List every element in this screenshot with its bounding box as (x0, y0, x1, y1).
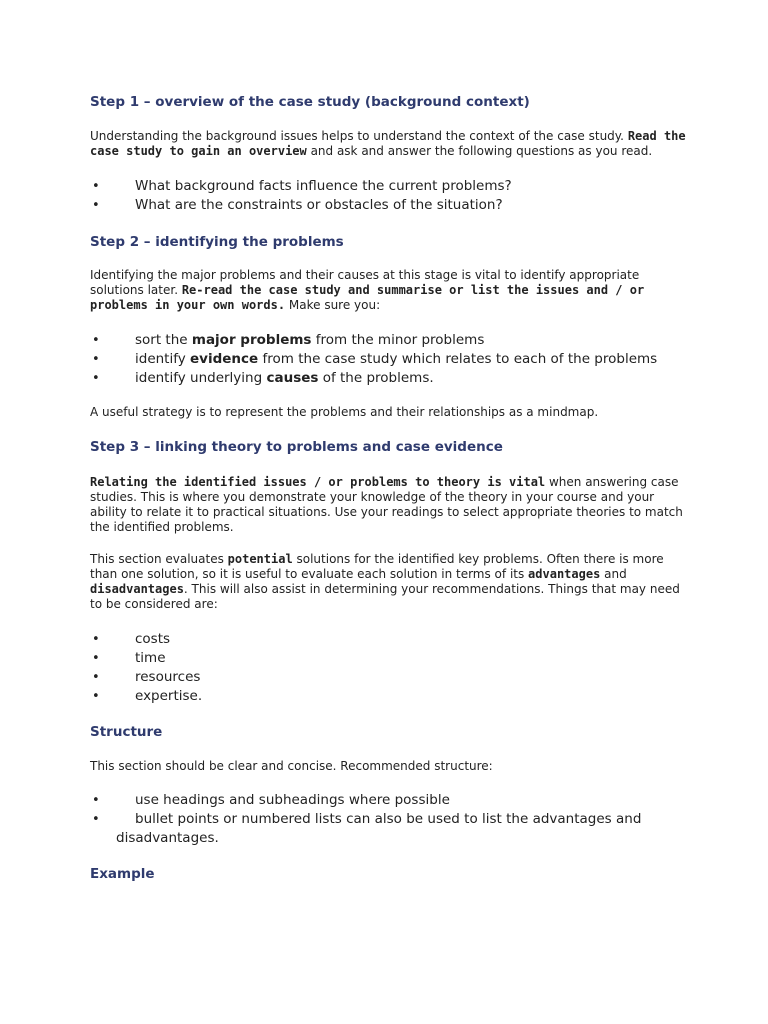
bullet-text: use headings and subheadings where possible (135, 792, 450, 808)
list-item (90, 350, 690, 369)
bullet-text-post: from the minor problems (311, 332, 485, 348)
bullet-text-bold: major problems (191, 332, 312, 348)
step2-bullet-list (90, 331, 690, 388)
list-item (90, 687, 690, 706)
list-item (90, 369, 690, 388)
step3-para2-bold-advantages: advantages (528, 567, 601, 581)
bullet-text: expertise. (135, 688, 203, 704)
step2-paragraph (90, 268, 690, 313)
bullet-text-pre: identify (135, 351, 191, 367)
bullet-text: What are the constraints or obstacles of the situation? (135, 197, 503, 213)
step1-heading: Step 1 – overview of the case study (background context) (90, 94, 530, 110)
list-item (90, 177, 690, 196)
step1-paragraph (90, 129, 690, 159)
bullet-text-pre: identify underlying (135, 370, 267, 386)
bullet-text-bold: causes (266, 370, 319, 386)
bullet-icon: • (92, 689, 100, 704)
bullet-icon: • (92, 352, 100, 367)
bullet-text-bold: evidence (190, 351, 259, 367)
step1-para-text-a: Understanding the background issues helps to understand the context of the case study. (90, 129, 628, 143)
step2-para-text-b: Make sure you: (285, 298, 381, 312)
structure-paragraph: This section should be clear and concise. Recommended structure: (90, 759, 493, 773)
step3-para2-text-d: . This will also assist in determining your recommendations. Things that may need to be considered are: (90, 582, 680, 611)
bullet-icon: • (92, 793, 100, 808)
example-heading: Example (90, 866, 155, 882)
list-item (90, 331, 690, 350)
bullet-text-pre: sort the (135, 332, 192, 348)
list-item (90, 810, 690, 848)
bullet-icon: • (92, 651, 100, 666)
step3-paragraph-1 (90, 475, 690, 535)
step1-bullet-list (90, 177, 690, 215)
step3-para2-bold-disadvantages: disadvantages (90, 582, 184, 596)
structure-heading: Structure (90, 724, 163, 740)
step3-para2-text-c: and (600, 567, 627, 581)
step3-para1-bold: Relating the identified issues / or problems to theory is vital (90, 475, 546, 489)
step3-para2-bold-potential: potential (227, 552, 293, 566)
bullet-icon: • (92, 670, 100, 685)
bullet-icon: • (92, 812, 100, 827)
bullet-text: costs (135, 631, 171, 647)
step3-para2-text-a: This section evaluates (90, 552, 228, 566)
step3-para2-text-b: solutions for the identified key problems. Often there is more than one solution, so it is useful to evaluate each solution in terms of its (90, 552, 664, 581)
step2-strategy-text: A useful strategy is to represent the problems and their relationships as a mindmap. (90, 405, 599, 419)
step1-para-bold: Read the case study to gain an overview (90, 129, 686, 158)
bullet-text: resources (135, 669, 201, 685)
bullet-text-post: of the problems. (318, 370, 434, 386)
step2-para-text-a: Identifying the major problems and their causes at this stage is vital to identify appropriate solutions later. (90, 268, 640, 297)
bullet-text-post: from the case study which relates to each of the problems (258, 351, 658, 367)
bullet-icon: • (92, 198, 100, 213)
step3-paragraph-2 (90, 552, 690, 612)
bullet-icon: • (92, 333, 100, 348)
step2-para-bold: Re-read the case study and summarise or list the issues and / or problems in your own words. (90, 283, 645, 312)
list-item (90, 649, 690, 668)
list-item (90, 668, 690, 687)
step3-para1-text: when answering case studies. This is where you demonstrate your knowledge of the theory in your course and your ability to relate it to practical situations. Use your readings to select appropriate theories to match the identified problems. (90, 475, 683, 534)
bullet-icon: • (92, 179, 100, 194)
structure-bullet-list (90, 791, 690, 848)
bullet-text-continued: disadvantages. (116, 830, 219, 846)
bullet-text: bullet points or numbered lists can also be used to list the advantages and (135, 811, 642, 827)
step2-heading: Step 2 – identifying the problems (90, 234, 344, 250)
bullet-icon: • (92, 632, 100, 647)
step3-heading: Step 3 – linking theory to problems and case evidence (90, 439, 503, 455)
bullet-text: What background facts influence the current problems? (135, 178, 512, 194)
bullet-icon: • (92, 371, 100, 386)
bullet-text: time (135, 650, 166, 666)
step3-bullet-list (90, 630, 690, 706)
list-item (90, 791, 690, 810)
list-item (90, 630, 690, 649)
list-item (90, 196, 690, 215)
step1-para-text-b: and ask and answer the following questions as you read. (306, 144, 653, 158)
